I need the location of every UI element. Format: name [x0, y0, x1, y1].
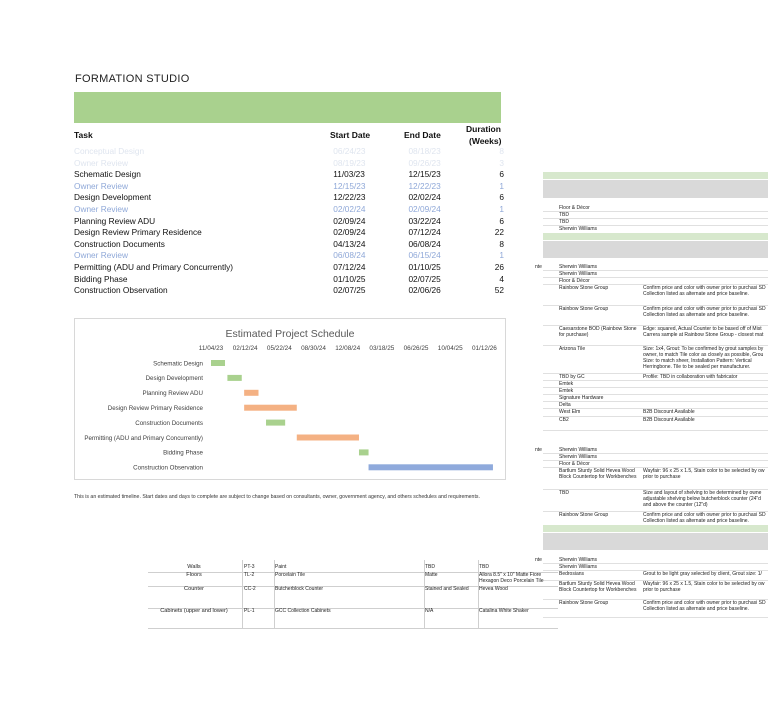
schedule-row: [74, 262, 504, 274]
schedule-row: [74, 192, 504, 204]
start-date-cell: 02/09/24: [333, 227, 366, 238]
schedule-row: [74, 250, 504, 262]
schedule-row: [74, 274, 504, 286]
x-tick-label: 06/26/25: [403, 345, 429, 352]
finish-code-cell: PT-3: [244, 564, 255, 570]
manufacturer-cell: Sherwin Williams: [559, 447, 598, 453]
task-label: Design Review Primary Residence: [107, 405, 203, 412]
task-cell: Design Development: [74, 192, 152, 203]
manufacturer-cell: Sherwin Williams: [559, 264, 598, 270]
task-cell: Planning Review ADU: [74, 215, 156, 226]
sheet-row: [510, 346, 768, 374]
finish-area-cell: Counter: [184, 586, 204, 592]
notes-cell: Confirm price and color with owner prior to purchasi SD Collection listed as alternate and price baseline.: [643, 600, 766, 612]
notes-cell: Wayfair: 96 x 25 x 1.5, Stain color to be selected by ow prior to purchase: [643, 468, 765, 480]
start-date-cell: 11/03/23: [333, 169, 365, 180]
gantt-bar: [227, 375, 241, 381]
manufacturer-cell: Rainbow Stone Group: [559, 512, 609, 518]
finish-finish-cell: Stained and Sealed: [425, 586, 469, 592]
task-cell: Owner Review: [74, 250, 128, 261]
schedule-row: [74, 239, 504, 251]
finish-color-cell: Hevea Wood: [479, 586, 508, 592]
task-cell: Conceptual Design: [74, 146, 145, 156]
x-tick-label: 02/12/24: [232, 345, 258, 352]
finish-code-cell: CC-2: [244, 586, 256, 592]
finish-code-cell: PL-1: [244, 608, 255, 614]
task-cell: Design Review Primary Residence: [74, 227, 202, 238]
finish-color-cell: Allora 8.5" x 10" Matte Fiore Hexagon Deco Porcelain Tile: [479, 572, 544, 584]
task-label: Schematic Design: [153, 360, 203, 368]
notes-cell: B2B Discount Available: [643, 417, 695, 423]
col-header-end: End Date: [404, 130, 441, 140]
x-tick-label: 10/04/25: [437, 345, 463, 352]
notes-cell: Wayfair: 96 x 25 x 1.5, Stain color to be selected by ow prior to purchase: [643, 581, 765, 593]
manufacturer-cell: Arizona Tile: [559, 346, 586, 352]
row-prefix: nte: [535, 557, 542, 563]
manufacturer-cell: Sherwin Williams: [559, 557, 598, 563]
task-cell: Owner Review: [74, 157, 128, 168]
finish-color-cell: Catalina White Shaker: [479, 608, 529, 614]
weeks-cell: 1: [499, 203, 504, 214]
row-divider: [543, 430, 768, 431]
header-band: [543, 180, 768, 198]
finish-row: [148, 572, 558, 587]
weeks-cell: 1: [499, 250, 504, 261]
section-band: [543, 172, 768, 179]
finish-item-cell: Butcherblock Counter: [275, 586, 324, 592]
manufacturer-cell: Rainbow Stone Group: [559, 306, 609, 312]
task-label: Construction Observation: [133, 464, 203, 472]
schedule-row: [74, 158, 504, 170]
sheet-row: [510, 285, 768, 306]
chart-title: Estimated Project Schedule: [225, 328, 355, 340]
manufacturer-cell: TBD: [559, 490, 569, 496]
gantt-bar: [211, 360, 225, 366]
gantt-bar: [369, 464, 493, 470]
end-date-cell: 06/15/24: [408, 250, 441, 261]
notes-cell: Profile: TBD in collaboration with fabricator: [643, 374, 738, 380]
x-tick-label: 08/30/24: [301, 345, 326, 352]
end-date-cell: 09/26/23: [408, 157, 441, 168]
gantt-chart: [74, 318, 506, 480]
weeks-cell: 26: [494, 261, 504, 272]
weeks-cell: 3: [499, 157, 504, 168]
notes-cell: B2B Discount Available: [643, 409, 695, 415]
header-band: [543, 241, 768, 258]
end-date-cell: 08/18/23: [408, 146, 441, 156]
manufacturer-cell: Rainbow Stone Group: [559, 285, 609, 291]
end-date-cell: 02/07/25: [408, 273, 441, 284]
manufacturer-cell: West Elm: [559, 409, 581, 415]
weeks-cell: 8: [499, 238, 504, 249]
task-cell: Owner Review: [74, 203, 128, 214]
finish-item-cell: Porcelain Tile: [275, 572, 306, 578]
col-header-duration: Duration: [466, 124, 501, 134]
row-prefix: nte: [535, 447, 542, 453]
task-label: Construction Documents: [135, 419, 203, 427]
task-cell: Schematic Design: [74, 169, 141, 180]
manufacturer-cell: Bedrosians: [559, 571, 585, 577]
weeks-cell: 22: [494, 227, 504, 238]
end-date-cell: 06/08/24: [408, 238, 441, 249]
schedule-row: [74, 204, 504, 216]
finish-row: [148, 586, 558, 609]
x-tick-label: 05/22/24: [266, 345, 292, 352]
start-date-cell: 12/22/23: [333, 192, 366, 203]
notes-cell: Size: 1x4, Grout: To be confirmed by grout samples by owner, to match Tile color as closely as possible, Grou Size: to match sheer, Installation Pattern: Vertical Herringbone. Tile to be sealed per manufacturer.: [643, 346, 764, 370]
task-cell: Owner Review: [74, 180, 128, 191]
gantt-bar: [244, 390, 258, 396]
start-date-cell: 08/19/23: [333, 157, 366, 168]
weeks-cell: 1: [499, 180, 504, 191]
notes-cell: Grout to be light gray selected by client, Grout size: 1/: [643, 571, 762, 577]
end-date-cell: 02/02/24: [408, 192, 441, 203]
end-date-cell: 03/22/24: [408, 215, 441, 226]
timeline-note: This is an estimated timeline. Start dates and days to complete are subject to change based on consultants, owner, government agency, and others schedules and requirements.: [74, 494, 480, 500]
notes-cell: Confirm price and color with owner prior to purchasi SD Collection listed as alternate and price baseline.: [643, 285, 766, 297]
task-label: Planning Review ADU: [142, 390, 203, 398]
finish-item-cell: Paint: [275, 564, 287, 570]
schedule-row: [74, 216, 504, 228]
task-cell: Construction Documents: [74, 238, 165, 249]
end-date-cell: 12/22/23: [408, 180, 441, 191]
manufacturer-cell: Caesarstone BOD (Rainbow Stone for purchase): [559, 326, 637, 338]
manufacturer-cell: Bartlum Sturdy Solid Hevea Wood Block Countertop for Workbenches: [559, 581, 637, 593]
sheet-row: [510, 306, 768, 326]
finish-item-cell: GCC Collection Cabinets: [275, 608, 331, 614]
studio-name: FORMATION STUDIO: [75, 73, 190, 85]
sheet-row: [510, 468, 768, 490]
end-date-cell: 07/12/24: [408, 227, 441, 238]
manufacturer-cell: Bartlum Sturdy Solid Hevea Wood Block Countertop for Workbenches: [559, 468, 637, 480]
x-tick-label: 11/04/23: [198, 345, 224, 352]
notes-cell: Size and layout of shelving to be determined by owne adjustable shelving below butcherblock counter (24"d and above the counter (12"d): [643, 490, 762, 508]
manufacturer-cell: Sherwin Williams: [559, 226, 598, 232]
schedule-row: [74, 181, 504, 193]
col-header-weeks: (Weeks): [469, 136, 502, 146]
section-band: [543, 525, 768, 532]
end-date-cell: 01/10/25: [408, 261, 441, 272]
start-date-cell: 07/12/24: [333, 261, 366, 272]
manufacturer-cell: Signature Hardware: [559, 395, 604, 401]
task-cell: Permitting (ADU and Primary Concurrently): [74, 261, 234, 272]
manufacturer-cell: Emtek: [559, 388, 574, 394]
gantt-svg: [75, 319, 505, 479]
finish-finish-cell: TBD: [425, 564, 435, 570]
start-date-cell: 01/10/25: [333, 273, 366, 284]
sheet-row: [510, 490, 768, 512]
gantt-bar: [297, 435, 359, 441]
finish-area-cell: Walls: [187, 564, 201, 570]
weeks-cell: 6: [499, 215, 504, 226]
weeks-cell: 4: [499, 273, 504, 284]
start-date-cell: 02/02/24: [333, 203, 366, 214]
manufacturer-cell: TBD: [559, 219, 569, 225]
task-cell: Construction Observation: [74, 285, 168, 296]
schedule-row: [74, 146, 504, 158]
gantt-bar: [266, 420, 285, 426]
notes-cell: Confirm price and color with owner prior to purchasi SD Collection listed as alternate and price baseline.: [643, 306, 766, 318]
manufacturer-cell: TBD: [559, 212, 569, 218]
task-label: Design Development: [145, 375, 203, 383]
header-band: [74, 92, 501, 123]
schedule-row: [74, 285, 504, 297]
start-date-cell: 06/24/23: [333, 146, 366, 156]
sheet-row: [510, 326, 768, 346]
row-prefix: nte: [535, 264, 542, 270]
end-date-cell: 02/09/24: [408, 203, 441, 214]
start-date-cell: 02/07/25: [333, 285, 366, 296]
x-tick-label: 03/18/25: [369, 345, 395, 352]
finish-row: [148, 608, 558, 629]
manufacturer-cell: Rainbow Stone Group: [559, 600, 609, 606]
schedule-row: [74, 227, 504, 239]
start-date-cell: 06/08/24: [333, 250, 366, 261]
weeks-cell: 8: [499, 146, 504, 156]
schedule-row: [74, 169, 504, 181]
gantt-bar: [359, 449, 369, 455]
manufacturer-cell: Floor & Décor: [559, 278, 590, 284]
col-header-task: Task: [74, 130, 93, 140]
schedule-table: [74, 146, 504, 297]
finish-finish-cell: Matte: [425, 572, 438, 578]
start-date-cell: 04/13/24: [333, 238, 366, 249]
sheet-row: [510, 417, 768, 431]
notes-cell: Edge: squared, Actual Counter to be based off of Mist Carrera sample at Rainbow Stone Group - closest mat: [643, 326, 764, 338]
gantt-bar: [244, 405, 297, 411]
manufacturer-cell: Delta: [559, 402, 571, 408]
finish-color-cell: TBD: [479, 564, 489, 570]
finish-area-cell: Cabinets (upper and lower): [160, 608, 228, 614]
finish-finish-cell: N/A: [425, 608, 434, 614]
end-date-cell: 12/15/23: [408, 169, 441, 180]
finish-table: [148, 560, 558, 628]
col-header-start: Start Date: [330, 130, 371, 140]
task-cell: Bidding Phase: [74, 273, 128, 284]
section-band: [543, 233, 768, 240]
manufacturer-cell: Sherwin Williams: [559, 564, 598, 570]
manufacturer-cell: Floor & Décor: [559, 461, 590, 467]
row-divider: [543, 617, 768, 618]
manufacturer-cell: Sherwin Williams: [559, 271, 598, 277]
weeks-cell: 6: [499, 169, 504, 180]
finish-area-cell: Floors: [186, 572, 202, 578]
start-date-cell: 02/09/24: [333, 215, 366, 226]
manufacturer-cell: Floor & Décor: [559, 205, 590, 211]
weeks-cell: 52: [494, 285, 504, 296]
notes-cell: Confirm price and color with owner prior to purchasi SD Collection listed as alternate and price baseline.: [643, 512, 766, 524]
manufacturer-cell: Emtek: [559, 381, 574, 387]
finish-code-cell: TL-2: [244, 572, 255, 578]
weeks-cell: 6: [499, 192, 504, 203]
task-label: Permitting (ADU and Primary Concurrently): [84, 434, 203, 442]
end-date-cell: 02/06/26: [408, 285, 441, 296]
header-band: [543, 533, 768, 550]
x-tick-label: 01/12/26: [471, 345, 497, 352]
manufacturer-cell: CB2: [559, 417, 569, 423]
manufacturer-cell: Sherwin Williams: [559, 454, 598, 460]
task-label: Bidding Phase: [163, 449, 203, 457]
start-date-cell: 12/15/23: [333, 180, 366, 191]
x-tick-label: 12/08/24: [335, 345, 361, 352]
manufacturer-cell: TBD by GC: [559, 374, 585, 380]
